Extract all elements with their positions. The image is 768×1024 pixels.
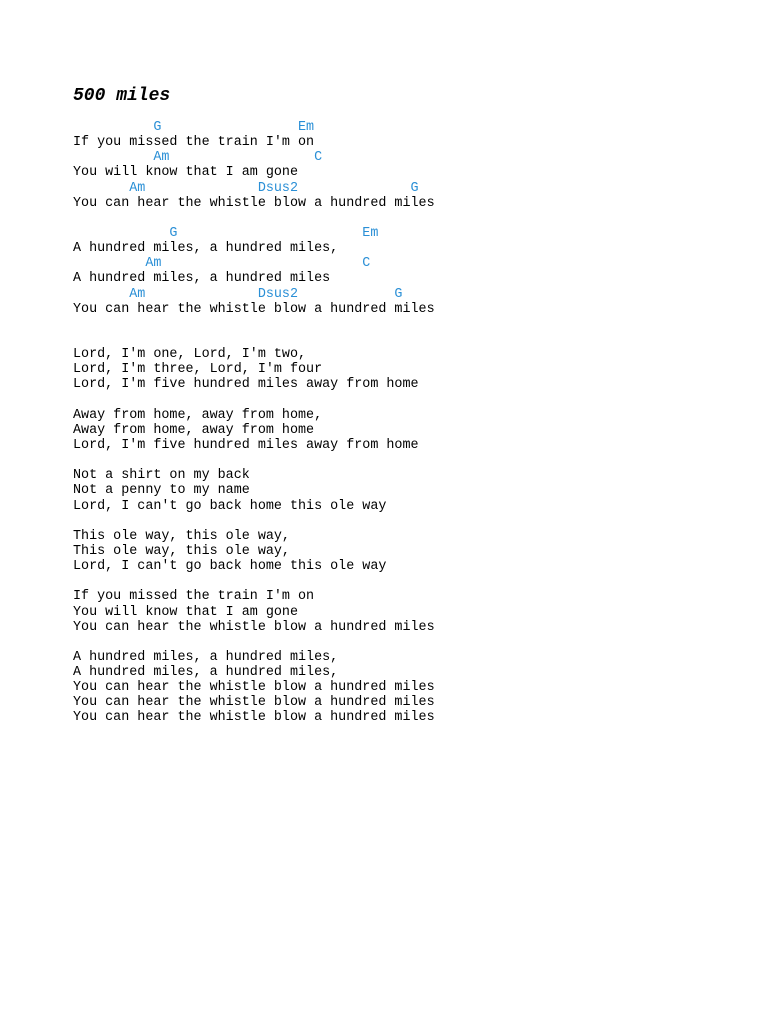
lyric-line: If you missed the train I'm on (73, 589, 315, 605)
lyric-line: Away from home, away from home (73, 422, 315, 438)
lyric-line: You can hear the whistle blow a hundred miles (73, 195, 435, 211)
chord-sheet (73, 120, 733, 726)
lyric-line: A hundred miles, a hundred miles, (73, 241, 339, 257)
blank-line (73, 514, 733, 529)
chord-line: Am C (73, 150, 323, 166)
lyric-line: Lord, I'm three, Lord, I'm four (73, 362, 323, 378)
chord-line: Am Dsus2 G (73, 180, 419, 196)
lyric-line: You can hear the whistle blow a hundred miles (73, 695, 435, 711)
blank-line (73, 332, 733, 347)
blank-line (73, 574, 733, 589)
lyric-line: If you missed the train I'm on (73, 135, 315, 151)
blank-line (73, 635, 733, 650)
chord-line: Am Dsus2 G (73, 286, 403, 302)
lyric-line: Lord, I'm five hundred miles away from home (73, 437, 419, 453)
chord-line: Am C (73, 256, 371, 272)
chord-line: G Em (73, 225, 379, 241)
chord-line: G Em (73, 120, 315, 135)
blank-line (73, 453, 733, 468)
document-page (73, 86, 733, 726)
lyric-line: You can hear the whistle blow a hundred miles (73, 710, 435, 726)
lyric-line: Lord, I'm one, Lord, I'm two, (73, 347, 307, 363)
lyric-line: This ole way, this ole way, (73, 528, 290, 544)
lyric-line: You will know that I am gone (73, 604, 298, 620)
song-title: 500 miles (73, 86, 171, 106)
blank-line (73, 393, 733, 408)
lyric-line: Lord, I can't go back home this ole way (73, 559, 387, 575)
lyric-line: Not a shirt on my back (73, 468, 250, 484)
lyric-line: You can hear the whistle blow a hundred miles (73, 619, 435, 635)
lyric-line: Lord, I can't go back home this ole way (73, 498, 387, 514)
lyric-line: Lord, I'm five hundred miles away from home (73, 377, 419, 393)
lyric-line: This ole way, this ole way, (73, 543, 290, 559)
blank-line (73, 211, 733, 226)
lyric-line: Not a penny to my name (73, 483, 250, 499)
lyric-line: A hundred miles, a hundred miles (73, 271, 331, 287)
blank-line (73, 317, 733, 332)
lyric-line: A hundred miles, a hundred miles, (73, 665, 339, 681)
lyric-line: A hundred miles, a hundred miles, (73, 649, 339, 665)
lyric-line: You can hear the whistle blow a hundred miles (73, 680, 435, 696)
lyric-line: Away from home, away from home, (73, 407, 323, 423)
lyric-line: You will know that I am gone (73, 165, 298, 181)
lyric-line: You can hear the whistle blow a hundred miles (73, 301, 435, 317)
